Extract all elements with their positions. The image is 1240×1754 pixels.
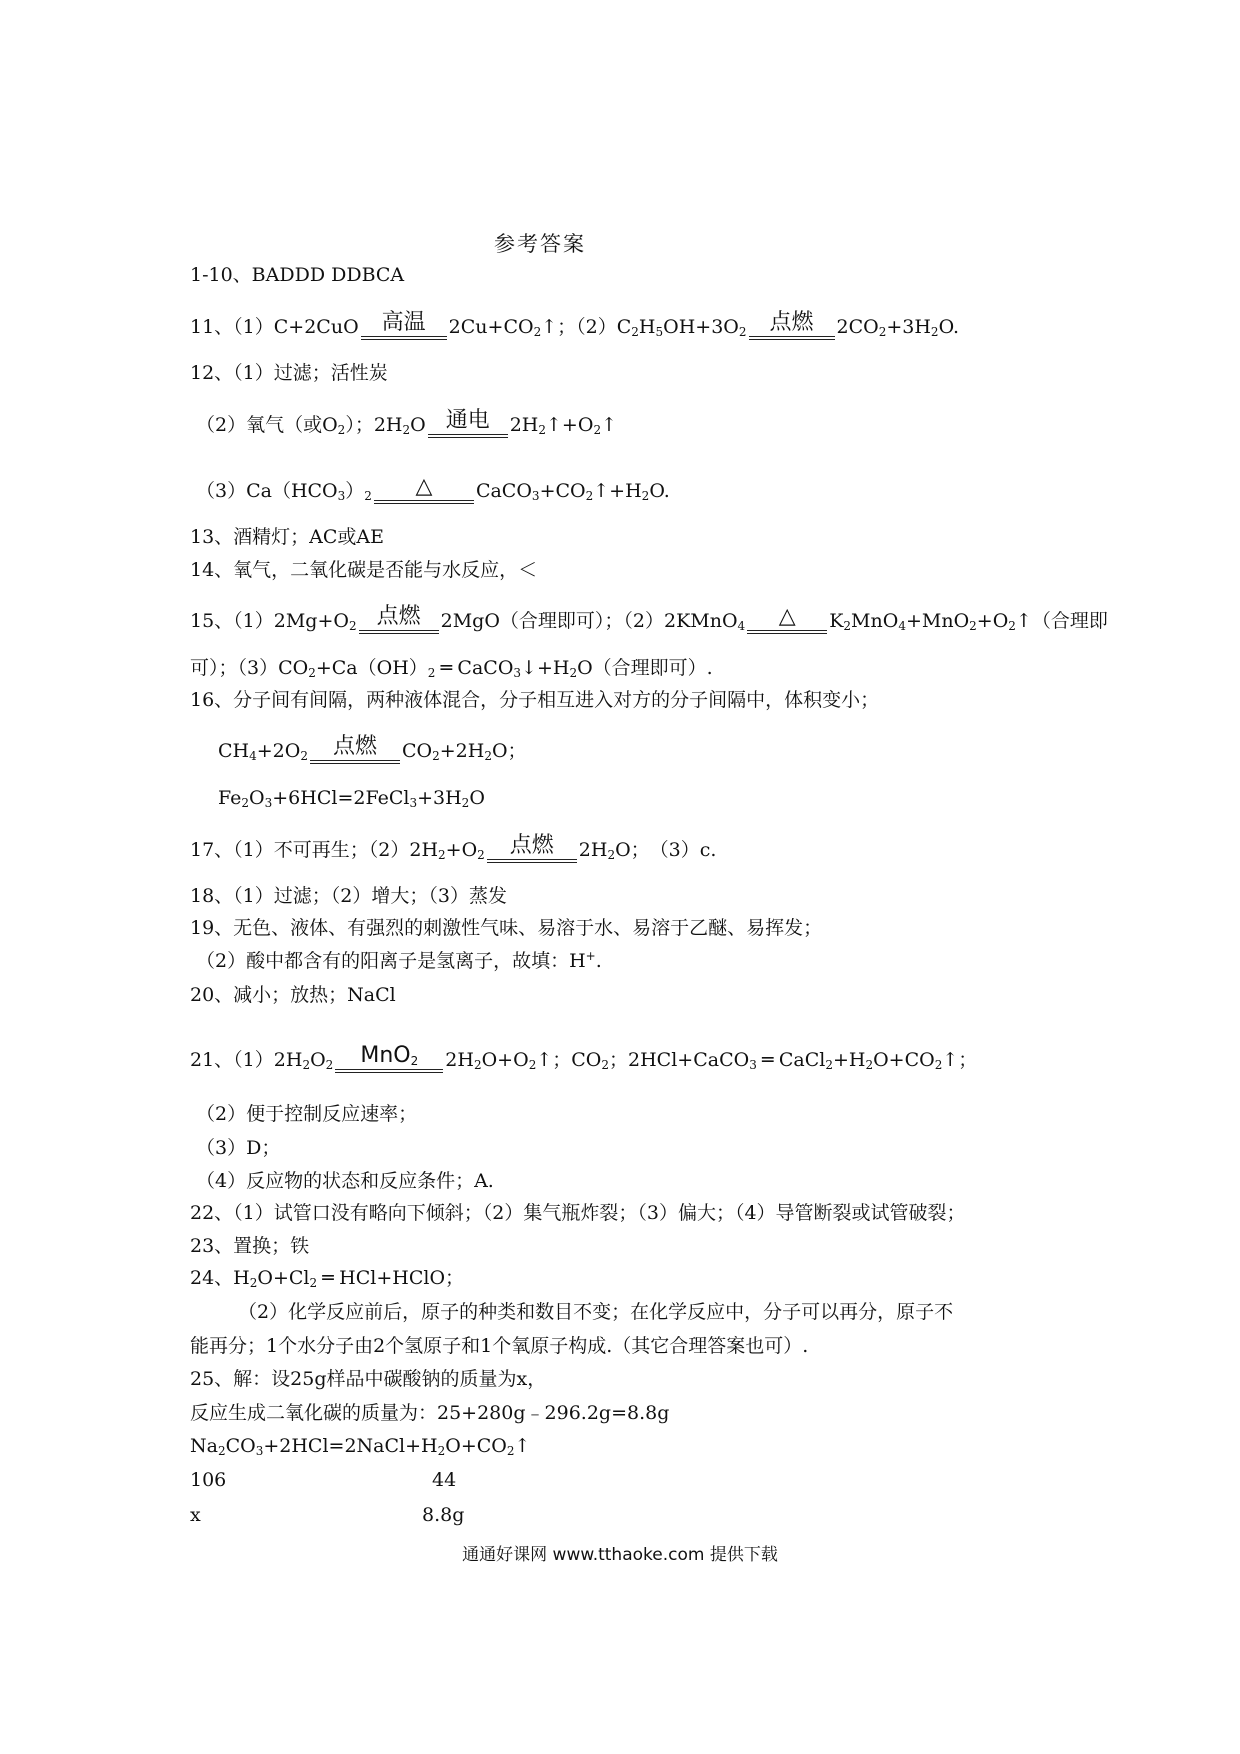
answer-25-molar-mass-left: 106	[190, 1469, 227, 1491]
answer-1-10: 1-10、BADDD DDBCA	[190, 264, 405, 286]
reaction-condition-ignite: 点燃	[359, 604, 439, 634]
answer-14: 14、氧气，二氧化碳是否能与水反应，＜	[190, 559, 538, 581]
answer-13: 13、酒精灯；AC或AE	[190, 526, 385, 548]
reaction-condition-heat: △	[747, 604, 827, 634]
answer-16-line3: $Fe_2O_3+6HCl=2FeCl_3+3H_2O$	[218, 787, 485, 810]
answer-24-line2: （2）化学反应前后，原子的种类和数目不变；在化学反应中，分子可以再分，原子不	[238, 1301, 954, 1323]
answer-25-molar-mass-right: 44	[432, 1469, 457, 1491]
answer-24-line3: 能再分；1个水分子由2个氢原子和1个氧原子构成.（其它合理答案也可）.	[190, 1335, 809, 1357]
answer-17: 17、（1）不可再生；$(2)2H_2+O_2$ 点燃 $2H_2O$； （3）c.	[190, 833, 717, 862]
reaction-condition-heat: △	[374, 474, 474, 504]
answer-19-line2: （2）酸中都含有的阳离子是氢离子，故填：H+.	[196, 949, 602, 972]
answer-25-line2: 反应生成二氧化碳的质量为：25+280g﹣296.2g=8.8g	[190, 1402, 670, 1424]
answer-12-part3: $(3)Ca(HCO_3)_2$ △ $CaCO_3+CO_2↑+H_2O$.	[196, 474, 670, 503]
answer-11: 11、（1）C+2CuO 高温 $2Cu+CO_2↑$；$(2)C_2H_5OH+3O_2$ 点燃 $2CO_2+3H_2O$.	[190, 310, 960, 339]
answer-21-part2: （2）便于控制反应速率；	[196, 1103, 418, 1125]
answer-21-part3: （3）D；	[196, 1137, 281, 1159]
answer-25-known-mass: 8.8g	[422, 1504, 465, 1526]
answer-20: 20、减小；放热；NaCl	[190, 984, 396, 1006]
answer-23: 23、置换；铁	[190, 1235, 310, 1257]
answer-25-equation: $Na_2CO_3+2HCl=2NaCl+H_2O+CO_2↑$	[190, 1435, 531, 1458]
answer-25-unknown: x	[190, 1504, 201, 1526]
reaction-condition-ignite: 点燃	[749, 310, 835, 340]
reaction-condition-high-temp: 高温	[361, 310, 447, 340]
answer-22: 22、（1）试管口没有略向下倾斜；（2）集气瓶炸裂；（3）偏大；（4）导管断裂或试管破裂；	[190, 1202, 966, 1224]
reaction-condition-catalyst: MnO$_2$	[335, 1043, 443, 1073]
answer-25-line1: 25、解：设25g样品中碳酸钠的质量为x，	[190, 1368, 547, 1390]
answer-18: 18、（1）过滤；（2）增大；（3）蒸发	[190, 885, 507, 907]
page-title: 参考答案	[494, 232, 586, 256]
page-footer: 通通好课网 www.tthaoke.com 提供下载	[462, 1545, 778, 1565]
answer-19-line1: 19、无色、液体、有强烈的刺激性气味、易溶于水、易溶于乙醚、易挥发；	[190, 917, 823, 939]
answer-15-line2: 可）；$(3)CO_2+Ca(OH)_2$ ═ $CaCO_3↓+H_2O$（合理即可）.	[190, 657, 713, 680]
reaction-condition-electrify: 通电	[428, 408, 508, 438]
answer-24-line1: 24、$H_2O+Cl_2$ ═ HCl+HClO；	[190, 1267, 465, 1290]
answer-21-part4: （4）反应物的状态和反应条件；A.	[196, 1170, 494, 1192]
answer-12-part2: （2）氧气（或$O_2$）；$2H_2O$ 通电 $2H_2↑+O_2↑$	[196, 408, 617, 437]
answer-15-line1: 15、$(1)2Mg+O_2$ 点燃 2MgO（合理即可）；（2）2KMnO$_4$ △ $K_2MnO_4+MnO_2+O_2↑$（合理即	[190, 604, 1108, 633]
reaction-condition-ignite: 点燃	[310, 734, 400, 764]
answer-16-line2: $CH_4+2O_2$ 点燃 $CO_2+2H_2O$；	[218, 734, 527, 763]
answer-16-line1: 16、分子间有间隔，两种液体混合，分子相互进入对方的分子间隔中，体积变小；	[190, 689, 880, 711]
answer-21-line1: 21、$(1)2H_2O_2$ MnO$_2$ $2H_2O+O_2↑$；$CO_2$；2HCl+CaCO$_3$ ═ $CaCl_2+H_2O+CO_2↑$；	[190, 1043, 978, 1072]
answer-12-part1: 12、（1）过滤；活性炭	[190, 362, 388, 384]
reaction-condition-ignite: 点燃	[487, 833, 577, 863]
